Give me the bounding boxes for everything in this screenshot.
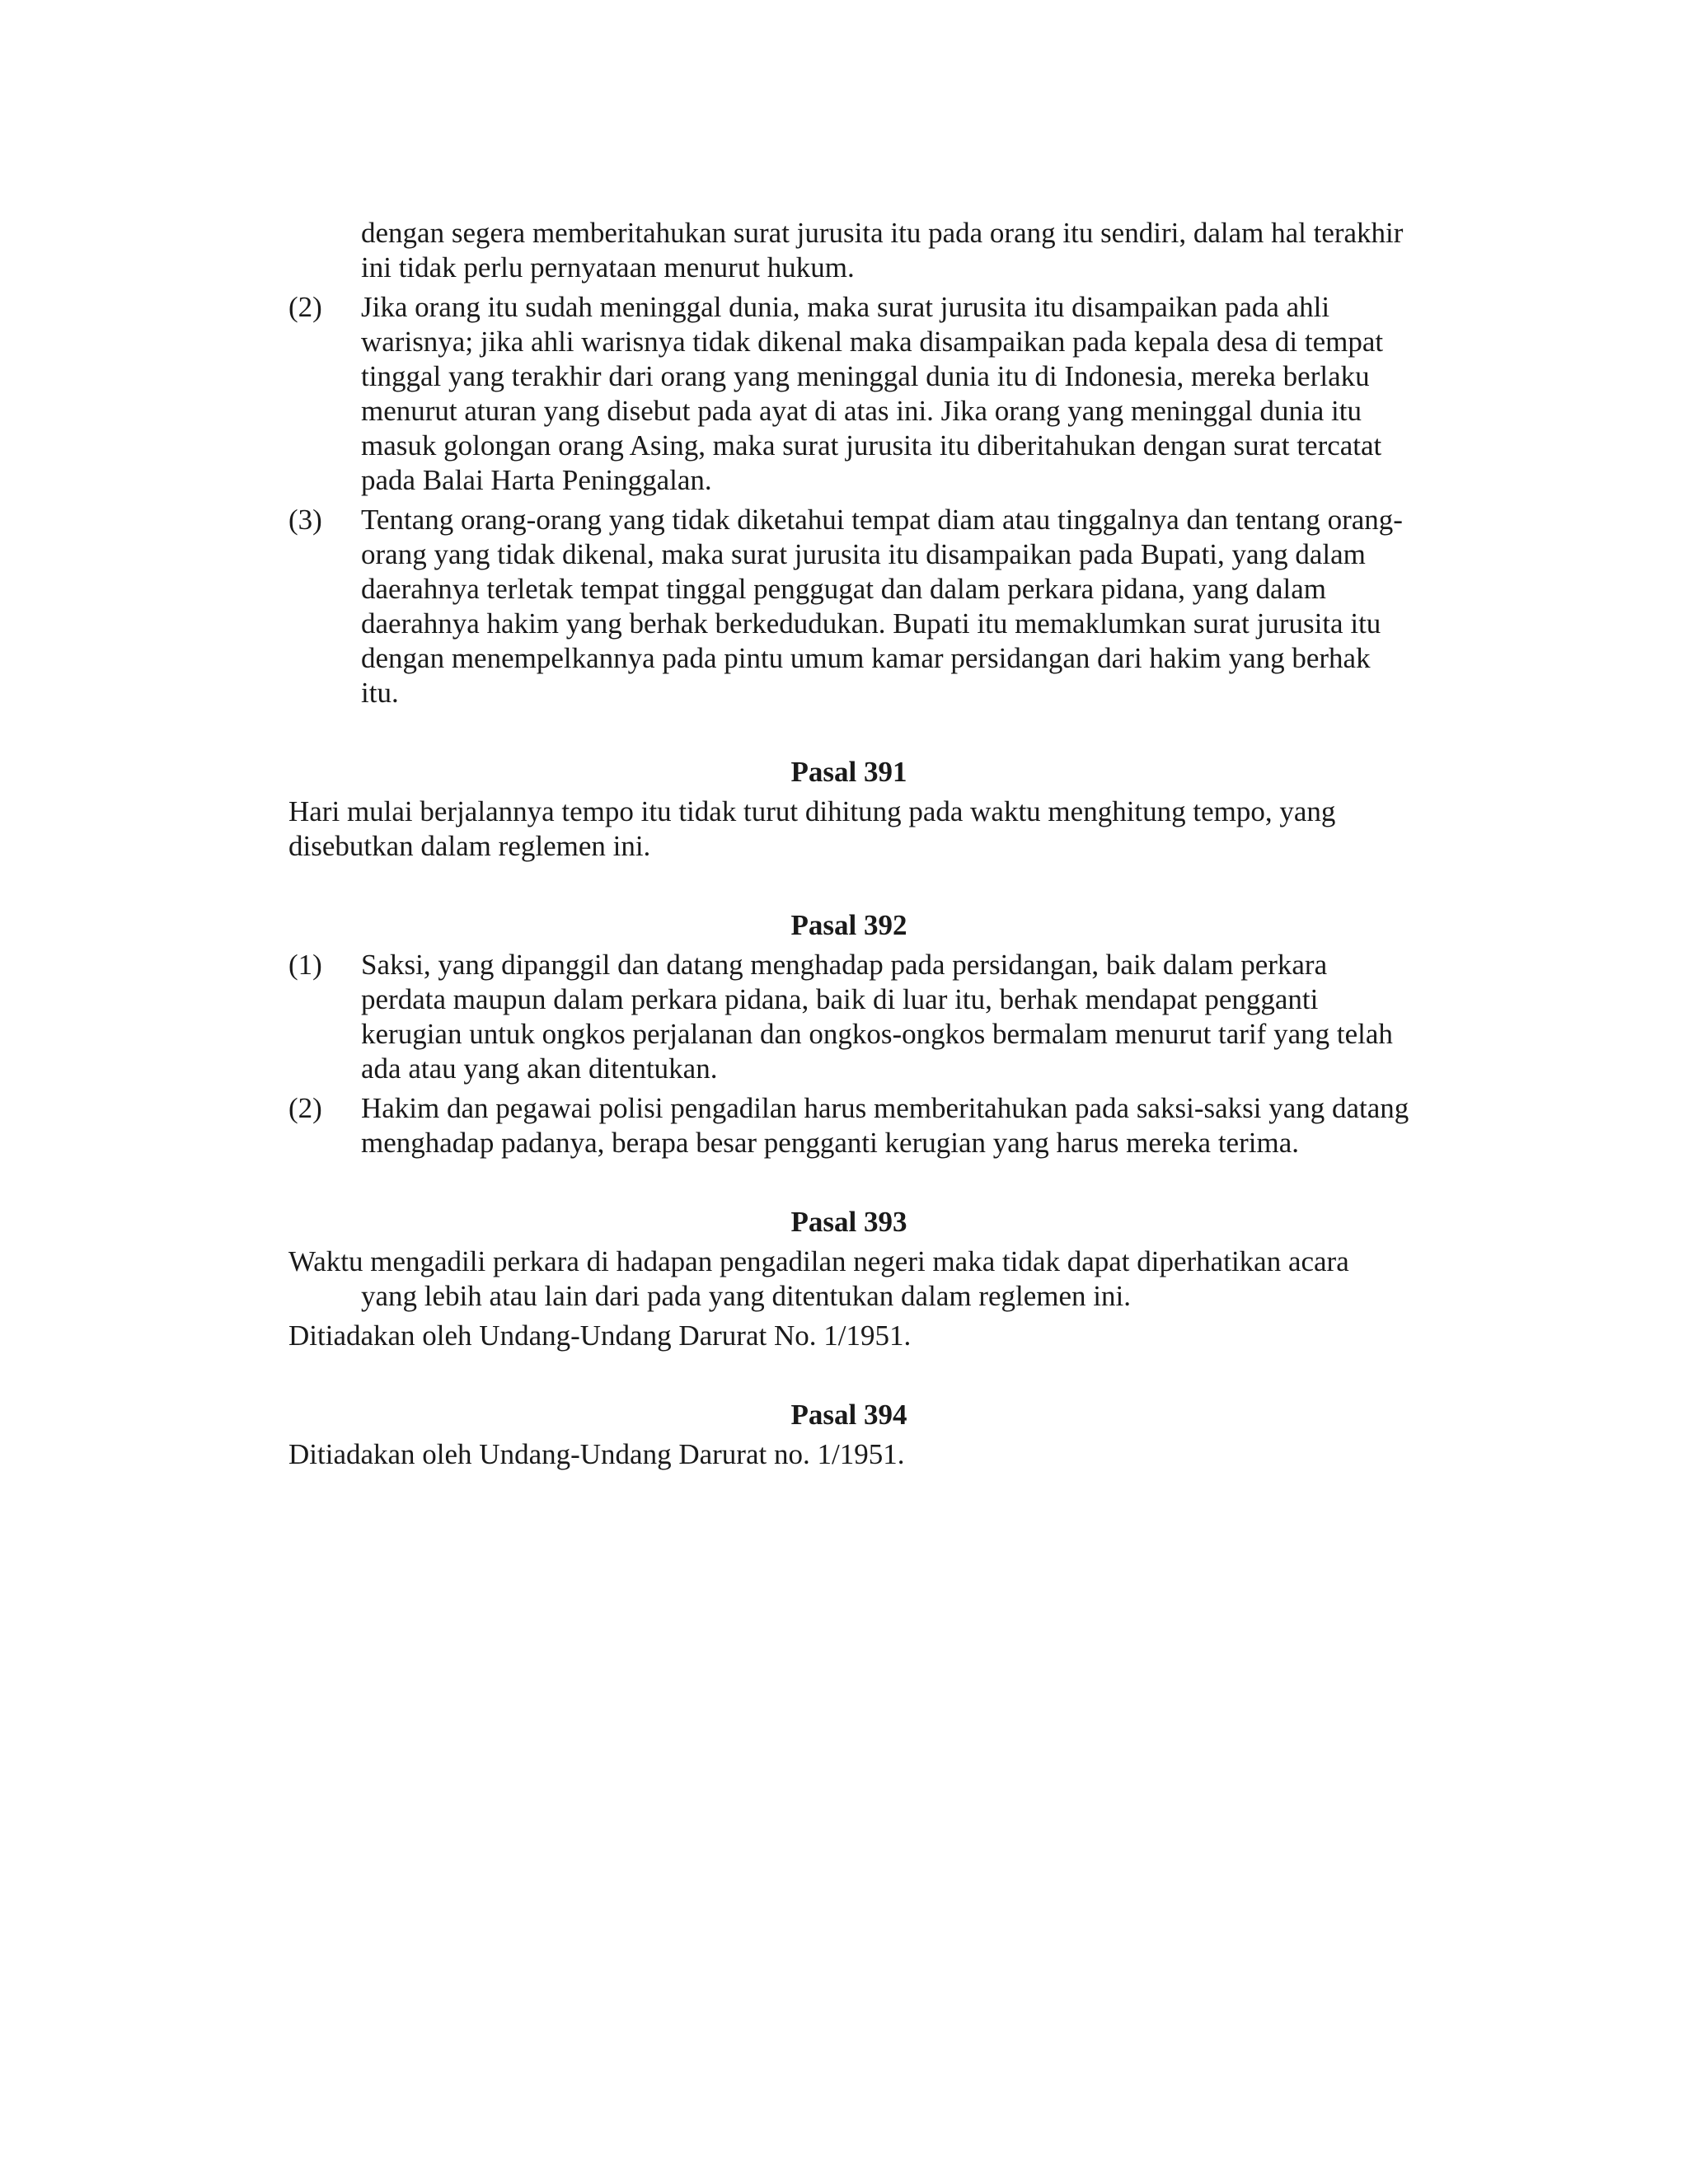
pasal-391-text: Hari mulai berjalannya tempo itu tidak turut dihitung pada waktu menghitung tempo, yang disebutkan dalam reglemen ini.	[288, 795, 1336, 862]
intro-item-2	[288, 290, 1409, 498]
pasal-392-heading: Pasal 392	[790, 909, 907, 941]
pasal-391-heading: Pasal 391	[790, 756, 907, 788]
pasal-392-item-1	[288, 948, 1409, 1086]
pasal-394-text: Ditiadakan oleh Undang-Undang Darurat no. 1/1951.	[288, 1438, 905, 1470]
pasal-393-heading: Pasal 393	[790, 1206, 907, 1238]
pasal-393-text: Waktu mengadili perkara di hadapan pengadilan negeri maka tidak dapat diperhatikan acara yang lebih atau lain dari pada yang ditentukan dalam reglemen ini.	[288, 1245, 1349, 1312]
intro-continuation: dengan segera memberitahukan surat jurusita itu pada orang itu sendiri, dalam hal terakhir ini tidak perlu pernyataan menurut hukum.	[361, 217, 1404, 284]
item-number: (1)	[288, 949, 322, 981]
item-number: (3)	[288, 504, 322, 536]
item-number: (2)	[288, 1092, 322, 1124]
item-text: Hakim dan pegawai polisi pengadilan harus memberitahukan pada saksi-saksi yang datang menghadap padanya, berapa besar pengganti kerugian yang harus mereka terima.	[361, 1092, 1409, 1159]
pasal-394-heading: Pasal 394	[790, 1399, 907, 1431]
item-text: Jika orang itu sudah meninggal dunia, maka surat jurusita itu disampaikan pada ahli warisnya; jika ahli warisnya tidak dikenal maka disampaikan pada kepala desa di tempat tinggal yang terakhir dari orang yang meninggal dunia itu di Indonesia, mereka berlaku menurut aturan yang disebut pada ayat di atas ini. Jika orang yang meninggal dunia itu masuk golongan orang Asing, maka surat jurusita itu diberitahukan dengan surat tercatat pada Balai Harta Peninggalan.	[361, 291, 1384, 496]
item-text: Saksi, yang dipanggil dan datang menghadap pada persidangan, baik dalam perkara perdata maupun dalam perkara pidana, baik di luar itu, berhak mendapat pengganti kerugian untuk ongkos perjalanan dan ongkos-ongkos bermalam menurut tarif yang telah ada atau yang akan ditentukan.	[361, 949, 1393, 1085]
intro-item-3	[288, 503, 1409, 710]
item-number: (2)	[288, 291, 322, 323]
document-page	[288, 216, 1409, 1472]
pasal-392-item-2	[288, 1091, 1409, 1160]
item-text: Tentang orang-orang yang tidak diketahui tempat diam atau tinggalnya dan tentang orang-orang yang tidak dikenal, maka surat jurusita itu disampaikan pada Bupati, yang dalam daerahnya terletak tempat tinggal penggugat dan dalam perkara pidana, yang dalam daerahnya hakim yang berhak berkedudukan. Bupati itu memaklumkan surat jurusita itu dengan menempelkannya pada pintu umum kamar persidangan dari hakim yang berhak itu.	[361, 504, 1403, 709]
pasal-393-note: Ditiadakan oleh Undang-Undang Darurat No. 1/1951.	[288, 1319, 912, 1352]
